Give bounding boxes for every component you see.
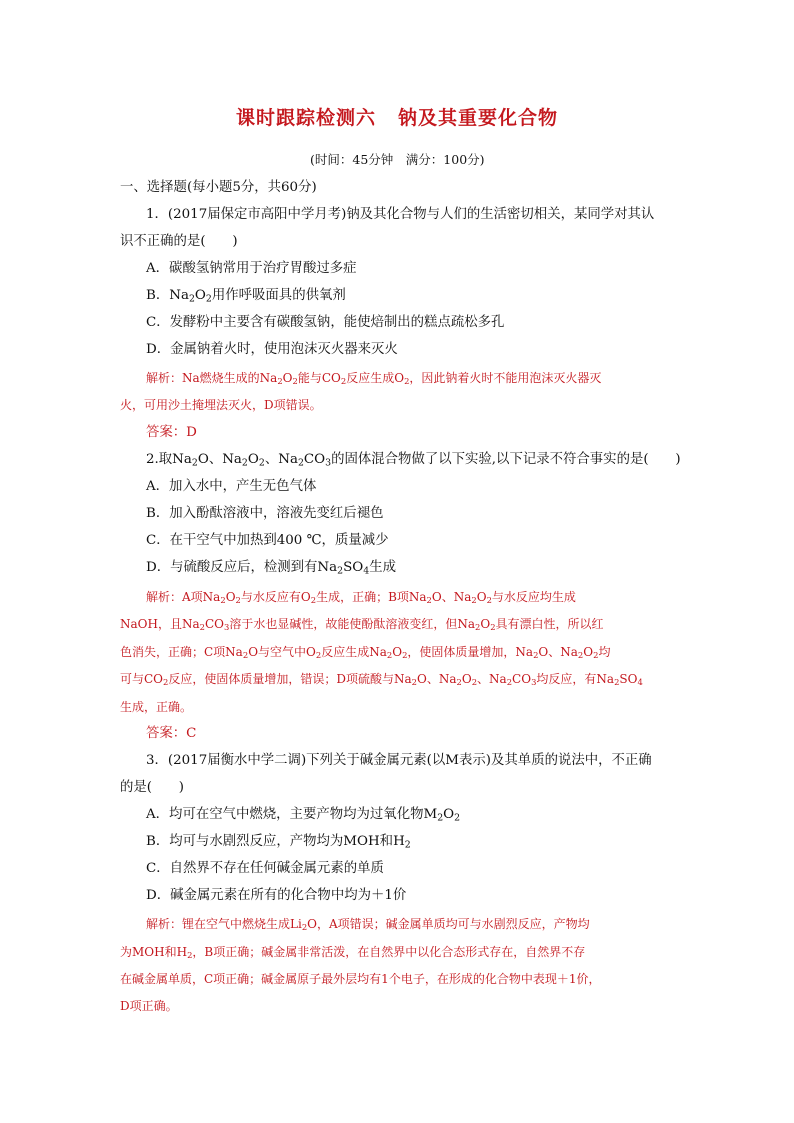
q2-analysis-line1: 解析：A项$Na_2O_2$与水反应有$O_2$生成，正确；B项$Na_2O$、$Na_2O_2$与水反应均生成: [146, 590, 576, 606]
q3-option-a: A．均可在空气中燃烧，主要产物均为过氧化物$M_2O_2$: [146, 807, 461, 824]
q3-analysis-line1: 解析：锂在空气中燃烧生成$Li_2O$，A项错误；碱金属单质均可与水剧烈反应，产物均: [146, 917, 590, 933]
q2-option-c: C．在干空气中加热到400 ℃，质量减少: [146, 533, 389, 548]
q1-stem-line2: 识不正确的是( ): [120, 234, 238, 249]
q3-analysis-line2: 为MOH和$H_2$，B项正确；碱金属非常活泼，在自然界中以化合态形式存在，自然界不存: [120, 945, 586, 961]
q1-option-d: D．金属钠着火时，使用泡沫灭火器来灭火: [146, 342, 398, 357]
q2-analysis-line2: NaOH，且$Na_2CO_3$溶于水也显碱性，故能使酚酞溶液变红，但$Na_2O_2$具有漂白性，所以红: [120, 617, 604, 633]
q2-analysis-line4: 可与$CO_2$反应，使固体质量增加，错误；D项硫酸与$Na_2O$、$Na_2O_2$、$Na_2CO_3$均反应，有$Na_2SO_4$: [120, 672, 643, 688]
subtitle: (时间：45分钟 满分：100分): [310, 152, 485, 167]
q3-stem-line2: 的是( ): [120, 780, 185, 795]
q3-analysis-line4: D项正确。: [120, 999, 178, 1013]
q2-analysis-line3: 色消失，正确；C项$Na_2O$与空气中$O_2$反应生成$Na_2O_2$，使固体质量增加，$Na_2O$、$Na_2O_2$均: [120, 645, 611, 661]
q3-stem-line1: 3．(2017届衡水中学二调)下列关于碱金属元素(以M表示)及其单质的说法中，不正确: [146, 753, 652, 768]
q2-option-b: B．加入酚酞溶液中，溶液先变红后褪色: [146, 506, 384, 521]
q2-option-d: D．与硫酸反应后，检测到有$Na_2SO_4$生成: [146, 560, 396, 577]
q2-answer: 答案：C: [146, 726, 197, 741]
q3-analysis-line3: 在碱金属单质，C项正确；碱金属原子最外层均有1个电子，在形成的化合物中表现＋1价，: [120, 972, 601, 986]
q3-option-d: D．碱金属元素在所有的化合物中均为＋1价: [146, 888, 407, 903]
q3-option-c: C．自然界不存在任何碱金属元素的单质: [146, 861, 384, 876]
q1-stem-line1: 1．(2017届保定市高阳中学月考)钠及其化合物与人们的生活密切相关，某同学对其认: [146, 207, 655, 222]
q1-option-a: A．碳酸氢钠常用于治疗胃酸过多症: [146, 261, 357, 276]
q2-stem: 2.取$Na_2O$、$Na_2O_2$、$Na_2CO_3$的固体混合物做了以下实验,以下记录不符合事实的是( ): [146, 452, 681, 469]
q1-answer: 答案：D: [146, 425, 197, 440]
q1-option-b: B．$Na_2O_2$用作呼吸面具的供氧剂: [146, 288, 346, 305]
page-title: [0, 103, 794, 130]
q1-analysis-line1: 解析：Na燃烧生成的$Na_2O_2$能与$CO_2$反应生成$O_2$，因此钠着火时不能用泡沫灭火器灭: [146, 371, 602, 387]
q1-analysis-line2: 火，可用沙土掩埋法灭火，D项错误。: [120, 398, 322, 412]
section-heading: 一、选择题(每小题5分，共60分): [120, 180, 317, 195]
q2-analysis-line5: 生成，正确。: [120, 700, 193, 714]
q3-option-b: B．均可与水剧烈反应，产物均为MOH和$H_2$: [146, 834, 411, 851]
title-part1: 课时跟踪检测六: [235, 107, 376, 129]
q1-option-c: C．发酵粉中主要含有碳酸氢钠，能使焙制出的糕点疏松多孔: [146, 315, 505, 330]
title-part2: 钠及其重要化合物: [398, 107, 559, 129]
q2-option-a: A．加入水中，产生无色气体: [146, 479, 317, 494]
